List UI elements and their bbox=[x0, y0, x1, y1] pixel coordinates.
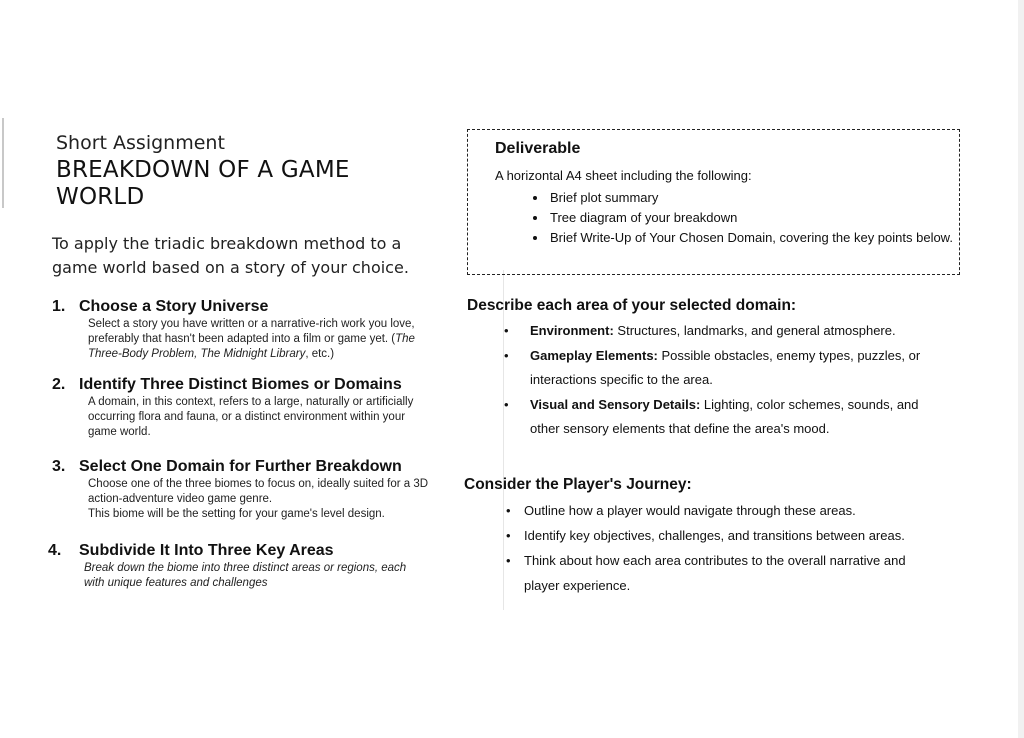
deliverable-box bbox=[467, 129, 960, 275]
step-description: Break down the biome into three distinct areas or regions, each with unique features and challenges bbox=[84, 562, 407, 589]
list-item: • Tree diagram of your breakdown bbox=[548, 208, 968, 228]
list-item: • Brief plot summary bbox=[548, 188, 968, 208]
list-item: • Think about how each area contributes to the overall narrative and player experience. bbox=[506, 548, 936, 598]
step-description: Select a story you have written or a narrative-rich work you love, preferably that hasn't been adapted into a film or game yet. (The Three-Body Problem, The Midnight Library, etc.) bbox=[88, 318, 415, 360]
deliverable-title: Deliverable bbox=[495, 140, 581, 157]
step-number: 3. bbox=[52, 458, 66, 475]
list-item: • Outline how a player would navigate through these areas. bbox=[506, 498, 936, 523]
assignment-title: BREAKDOWN OF A GAME WORLD bbox=[56, 157, 350, 210]
step-number: 4. bbox=[48, 542, 62, 559]
step-4 bbox=[48, 541, 428, 591]
step-title: Choose a Story Universe bbox=[79, 298, 269, 315]
deliverable-list bbox=[530, 188, 968, 248]
journey-list bbox=[506, 498, 936, 598]
list-item: • Gameplay Elements: Possible obstacles, enemy types, puzzles, or interactions specific to the area. bbox=[504, 344, 944, 393]
step-number: 2. bbox=[52, 376, 66, 393]
step-number: 1. bbox=[52, 298, 66, 315]
list-item: • Brief Write-Up of Your Chosen Domain, covering the key points below. bbox=[548, 228, 968, 248]
describe-list bbox=[504, 319, 944, 442]
step-title: Select One Domain for Further Breakdown bbox=[79, 458, 402, 475]
step-title: Subdivide It Into Three Key Areas bbox=[79, 542, 334, 559]
step-description: A domain, in this context, refers to a large, naturally or artificially occurring flora and fauna, or a distinct environment within your game world. bbox=[88, 396, 414, 438]
scan-right-edge bbox=[1018, 0, 1024, 738]
step-description: Choose one of the three biomes to focus on, ideally suited for a 3D action-adventure video game genre. This biome will be the setting for your game's level design. bbox=[88, 478, 429, 520]
assignment-intro: To apply the triadic breakdown method to a game world based on a story of your choice. bbox=[52, 234, 409, 277]
step-title: Identify Three Distinct Biomes or Domains bbox=[79, 376, 402, 393]
journey-heading: Consider the Player's Journey: bbox=[464, 476, 692, 493]
describe-heading: Describe each area of your selected domain: bbox=[467, 297, 797, 314]
list-item: • Visual and Sensory Details: Lighting, color schemes, sounds, and other sensory elements that define the area's mood. bbox=[504, 393, 944, 442]
assignment-subtitle: Short Assignment bbox=[56, 132, 225, 154]
list-item: • Environment: Structures, landmarks, and general atmosphere. bbox=[504, 319, 944, 344]
deliverable-intro: A horizontal A4 sheet including the following: bbox=[495, 168, 752, 183]
step-1 bbox=[52, 297, 432, 362]
step-3 bbox=[52, 457, 432, 522]
step-2 bbox=[52, 375, 432, 440]
example-titles: The Three-Body Problem, The Midnight Library bbox=[88, 333, 415, 360]
list-item: • Identify key objectives, challenges, and transitions between areas. bbox=[506, 523, 936, 548]
scan-edge-mark bbox=[2, 118, 4, 208]
